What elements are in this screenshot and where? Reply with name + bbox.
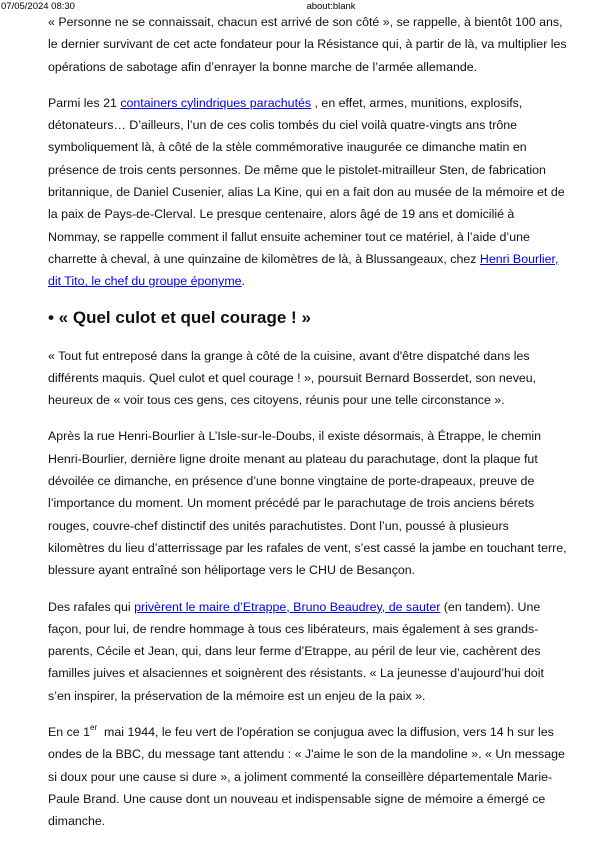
paragraph-6 — [48, 721, 568, 832]
paragraph-5 — [48, 596, 568, 707]
paragraph-1: « Personne ne se connaissait, chacun est arrivé de son côté », se rappelle, à bientôt 100 ans, le dernier survivant de cet acte fondateur pour la Résistance qui, à partir de là, va multiplier les opérations de sabotage afin d’enrayer la bonne marche de l’armée allemande. — [48, 15, 567, 74]
text: , en effet, armes, munitions, explosifs, détonateurs… D’ailleurs, l’un de ces colis tombés du ciel voilà quatre-vingts ans trône symboliquement là, à côté de la stèle commémorative inaugurée ce dimanche matin en présence de trois cents personnes. De même que le pistolet-mitrailleur Sten, de fabrication britannique, de Daniel Cusenier, alias La Kine, qui en a fait don au musée de la mémoire et de la paix de Pays-de-Clerval. Le presque centenaire, alors âgé de 19 ans et domicilié à Nommay, se rappelle comment il fallut ensuite acheminer tout ce matériel, à l’aide d’une charrette à cheval, à une quinzaine de kilomètres de là, à Blussangeaux, chez — [48, 95, 565, 266]
paragraph-2 — [48, 92, 568, 293]
paragraph-3: « Tout fut entreposé dans la grange à côté de la cuisine, avant d'être dispatché dans les différents maquis. Quel culot et quel courage ! », poursuit Bernard Bosserdet, son neveu, heureux de « voir tous ces gens, ces citoyens, réunis pour une telle circonstance ». — [48, 348, 537, 408]
text: (en tandem). Une façon, pour lui, de rendre hommage à tous ces libérateurs, mais également à ses grands-parents, Cécile et Jean, qui, dans leur ferme d’Etrappe, au péril de leur vie, cachèrent des familles juives et alsaciennes et soignèrent des résistants. « La jeunesse d’aujourd’hui doit s’en inspirer, la préservation de la mémoire est un enjeu de la paix ». — [48, 599, 544, 703]
superscript: er — [90, 723, 98, 733]
link-containers-parachutes[interactable]: containers cylindriques parachutés — [120, 95, 312, 110]
link-maire-etrappe[interactable]: privèrent le maire d’Etrappe, Bruno Beaudrey, de sauter — [134, 599, 441, 614]
text: mai 1944, le feu vert de l'opération se conjugua avec la diffusion, vers 14 h sur les ondes de la BBC, du message tant attendu : « J'aime le son de la mandoline ». « Un message si doux pour une cause si dure », a joliment commenté la conseillère départementale Marie-Paule Brand. Une cause dont un nouveau et indispensable signe de mémoire a émergé ce dimanche. — [48, 725, 569, 829]
text: . — [241, 274, 246, 289]
text: En ce 1 — [48, 725, 91, 740]
print-url: about:blank — [306, 1, 356, 12]
section-heading: • « Quel culot et quel courage ! » — [48, 307, 311, 327]
text: Des rafales qui — [48, 599, 135, 614]
print-datetime: 07/05/2024 08:30 — [1, 1, 75, 12]
link-henri-bourlier[interactable]: Henri Bourlier, dit Tito, le chef du groupe éponyme — [48, 251, 559, 289]
paragraph-4: Après la rue Henri-Bourlier à L’Isle-sur-le-Doubs, il existe désormais, à Étrappe, le chemin Henri-Bourlier, dernière ligne droite menant au plateau du parachutage, dont la plaque fut dévoilée ce dimanche, en présence d’une bonne vingtaine de porte-drapeaux, preuve de l’importance du moment. Un moment précédé par le parachutage de trois anciens bérets rouges, couvre-chef distinctif des unités parachutistes. Dont l’un, poussé à plusieurs kilomètres du lieu d’atterrissage par les rafales de vent, s’est cassé la jambe en touchant terre, blessure ayant entraîné son héliportage vers le CHU de Besançon. — [48, 429, 567, 578]
text: Parmi les 21 — [48, 95, 121, 110]
article-body — [48, 11, 568, 847]
